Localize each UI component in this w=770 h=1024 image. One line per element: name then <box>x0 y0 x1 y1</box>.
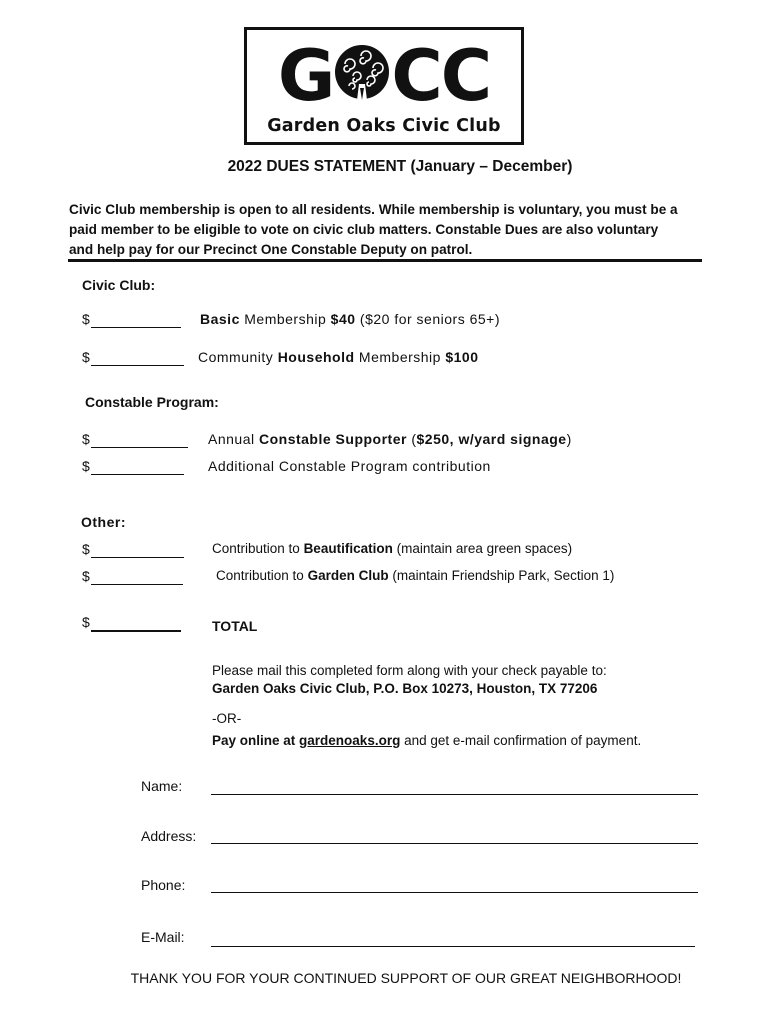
basic-bold: Basic <box>200 311 240 327</box>
total-label: TOTAL <box>212 618 258 634</box>
pay-online-line <box>212 733 641 748</box>
household-pre: Community <box>198 349 278 365</box>
divider <box>68 259 702 262</box>
garden-club-amount-blank[interactable] <box>91 584 183 585</box>
additional-contribution-label: Additional Constable Program contribution <box>208 458 491 474</box>
beautification-pre: Contribution to <box>212 541 304 556</box>
supporter-amount-blank[interactable] <box>91 447 188 448</box>
email-label: E-Mail: <box>141 929 185 945</box>
logo-letters <box>247 36 521 116</box>
total-amount-blank[interactable] <box>91 630 181 632</box>
beautification-note: (maintain area green spaces) <box>392 541 573 556</box>
currency-symbol: $ <box>82 541 90 557</box>
section-civic-club: Civic Club: <box>82 277 156 293</box>
basic-amount-blank[interactable] <box>91 327 181 328</box>
mail-instruction: Please mail this completed form along with your check payable to: <box>212 663 607 678</box>
supporter-pre: Annual <box>208 431 259 447</box>
phone-field[interactable] <box>211 892 698 893</box>
garden-club-note: (maintain Friendship Park, Section 1) <box>388 568 615 583</box>
section-other: Other: <box>81 514 126 530</box>
currency-symbol: $ <box>82 614 90 630</box>
supporter-open: ( <box>406 431 417 447</box>
mail-address: Garden Oaks Civic Club, P.O. Box 10273, Houston, TX 77206 <box>212 681 598 696</box>
footer-thank-you: THANK YOU FOR YOUR CONTINUED SUPPORT OF OUR GREAT NEIGHBORHOOD! <box>130 970 682 986</box>
basic-membership-label <box>200 311 500 327</box>
supporter-bold: Constable Supporter <box>258 431 407 447</box>
garden-club-label <box>216 568 614 583</box>
page-title: 2022 DUES STATEMENT (January – December) <box>227 158 573 175</box>
currency-symbol: $ <box>82 311 90 327</box>
address-label: Address: <box>141 828 197 844</box>
name-field[interactable] <box>211 794 698 795</box>
supporter-close: ) <box>566 431 572 447</box>
email-field[interactable] <box>211 946 695 947</box>
household-amount-blank[interactable] <box>91 365 184 366</box>
currency-symbol: $ <box>82 568 90 584</box>
logo <box>244 27 524 145</box>
or-separator: -OR- <box>212 711 242 726</box>
name-label: Name: <box>141 778 183 794</box>
basic-text: Membership <box>239 311 331 327</box>
garden-club-pre: Contribution to <box>216 568 308 583</box>
intro-paragraph: Civic Club membership is open to all residents. While membership is voluntary, you must be a paid member to be eligible to vote on civic club matters. Constable Dues are also voluntary and help pay for our Precinct One Constable Deputy on patrol. <box>69 202 678 257</box>
garden-club-bold: Garden Club <box>307 568 389 583</box>
logo-letters-cc: CC <box>391 35 491 117</box>
additional-amount-blank[interactable] <box>91 474 184 475</box>
currency-symbol: $ <box>82 458 90 474</box>
section-constable: Constable Program: <box>85 394 219 410</box>
address-field[interactable] <box>211 843 698 844</box>
logo-letter-g: G <box>277 35 334 117</box>
logo-club-name: Garden Oaks Civic Club <box>267 116 501 136</box>
oak-tree-icon <box>331 44 393 106</box>
phone-label: Phone: <box>141 877 186 893</box>
supporter-price: $250, w/yard signage <box>416 431 567 447</box>
pay-online-suffix: and get e-mail confirmation of payment. <box>400 733 642 748</box>
household-text: Membership <box>354 349 446 365</box>
basic-note: ($20 for seniors 65+) <box>355 311 500 327</box>
household-membership-label <box>198 349 479 365</box>
beautification-amount-blank[interactable] <box>91 557 184 558</box>
household-bold: Household <box>277 349 355 365</box>
household-price: $100 <box>445 349 479 365</box>
beautification-bold: Beautification <box>303 541 393 556</box>
pay-online-prefix: Pay online at <box>212 733 296 748</box>
constable-supporter-label <box>208 431 572 447</box>
beautification-label <box>212 541 572 556</box>
gardenoaks-link[interactable]: gardenoaks.org <box>299 733 401 748</box>
currency-symbol: $ <box>82 431 90 447</box>
basic-price: $40 <box>330 311 356 327</box>
currency-symbol: $ <box>82 349 90 365</box>
